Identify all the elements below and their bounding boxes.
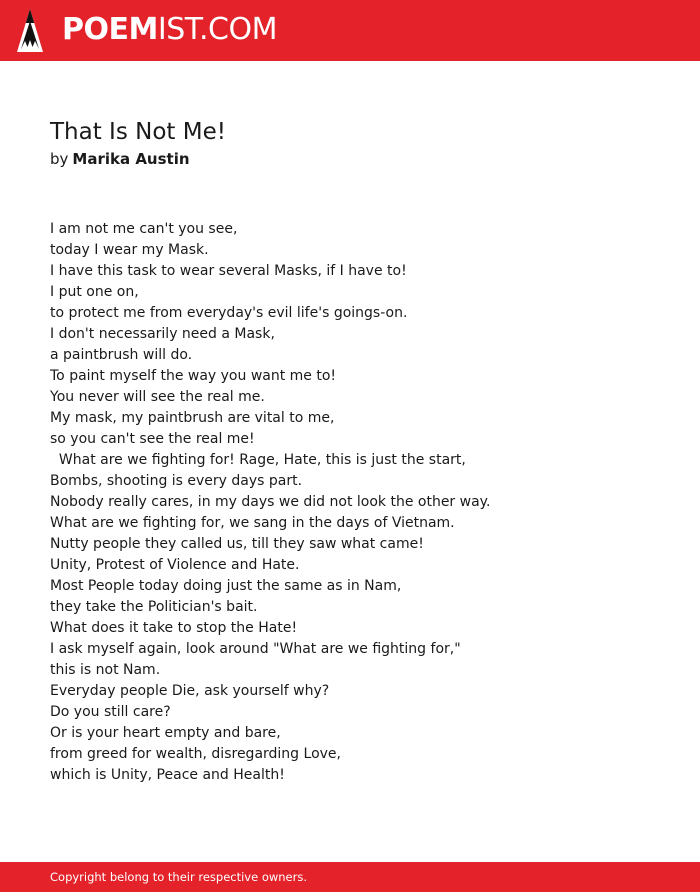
site-logo[interactable] (62, 12, 277, 48)
logo-text-light: IST.COM (157, 12, 277, 47)
poem-line: this is not Nam. (50, 662, 161, 678)
poem-line: Do you still care? (50, 704, 171, 720)
poem-line: which is Unity, Peace and Health! (50, 767, 285, 783)
poem-line: I am not me can't you see, (50, 221, 238, 237)
poem-line: To paint myself the way you want me to! (50, 368, 337, 384)
poem-line: they take the Politician's bait. (50, 599, 258, 615)
poem-line: a paintbrush will do. (50, 347, 193, 363)
poem-line: from greed for wealth, disregarding Love, (50, 746, 341, 762)
site-header (0, 0, 700, 61)
poem-line: to protect me from everyday's evil life's goings-on. (50, 305, 408, 321)
poem-line: What are we fighting for, we sang in the days of Vietnam. (50, 515, 455, 531)
poem-line: I ask myself again, look around "What are we fighting for," (50, 641, 461, 657)
poem-line: You never will see the real me. (50, 389, 265, 405)
poem-line: My mask, my paintbrush are vital to me, (50, 410, 335, 426)
poem-line: I put one on, (50, 284, 139, 300)
poem-byline (50, 148, 190, 170)
site-footer (0, 862, 700, 892)
poem-line: What does it take to stop the Hate! (50, 620, 298, 636)
poem-line: so you can't see the real me! (50, 431, 255, 447)
poem-body (50, 219, 490, 786)
by-label: by (50, 150, 69, 168)
logo-text-bold: POEM (62, 12, 158, 47)
poem-line: I have this task to wear several Masks, if I have to! (50, 263, 407, 279)
poem-line: What are we fighting for! Rage, Hate, this is just the start, (50, 452, 466, 468)
poem-line: Nutty people they called us, till they saw what came! (50, 536, 424, 552)
poem-line: Unity, Protest of Violence and Hate. (50, 557, 300, 573)
pencil-tip-icon[interactable] (17, 9, 43, 52)
poem-line: I don't necessarily need a Mask, (50, 326, 275, 342)
poem-line: Or is your heart empty and bare, (50, 725, 281, 741)
poem-author: Marika Austin (72, 150, 190, 168)
poem-line: today I wear my Mask. (50, 242, 209, 258)
poem-title: That Is Not Me! (50, 119, 226, 145)
poem-line: Bombs, shooting is every days part. (50, 473, 303, 489)
poem-line: Everyday people Die, ask yourself why? (50, 683, 330, 699)
poem-line: Most People today doing just the same as in Nam, (50, 578, 402, 594)
footer-copyright: Copyright belong to their respective owners. (50, 870, 308, 884)
poem-line: Nobody really cares, in my days we did not look the other way. (50, 494, 491, 510)
